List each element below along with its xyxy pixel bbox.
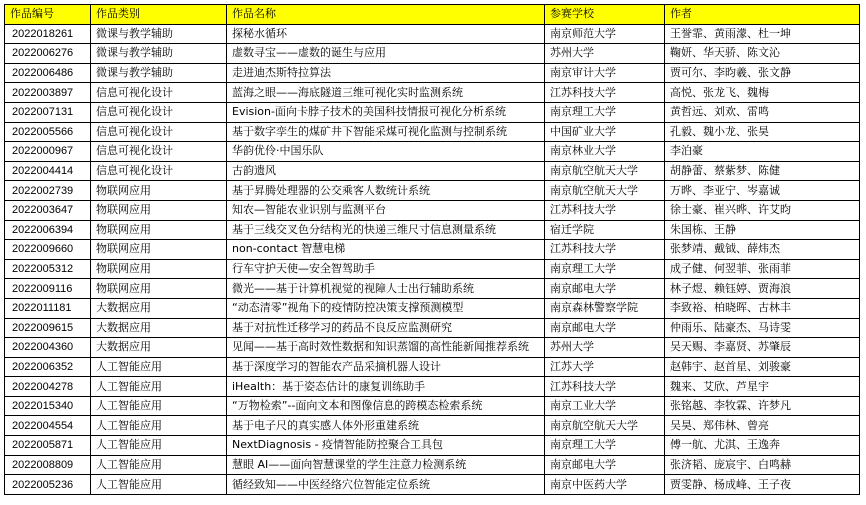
cell-entry-id: 2022009615 bbox=[5, 318, 91, 338]
cell-entry-id: 2022011181 bbox=[5, 298, 91, 318]
cell-school: 苏州大学 bbox=[545, 338, 665, 358]
header-row bbox=[5, 5, 860, 25]
table-row bbox=[5, 220, 860, 240]
cell-entry-id: 2022003897 bbox=[5, 83, 91, 103]
cell-category: 人工智能应用 bbox=[91, 455, 227, 475]
cell-entry-id: 2022006276 bbox=[5, 44, 91, 64]
cell-authors: 鞠妍、华天骄、陈文沁 bbox=[665, 44, 860, 64]
cell-title: 循经致知——中医经络穴位智能定位系统 bbox=[227, 475, 545, 495]
cell-school: 江苏科技大学 bbox=[545, 83, 665, 103]
cell-title: “动态清零”视角下的疫情防控决策支撑预测模型 bbox=[227, 298, 545, 318]
cell-entry-id: 2022006486 bbox=[5, 63, 91, 83]
cell-entry-id: 2022004360 bbox=[5, 338, 91, 358]
header-authors: 作者 bbox=[665, 5, 860, 25]
cell-title: 蓝海之眼——海底隧道三维可视化实时监测系统 bbox=[227, 83, 545, 103]
cell-authors: 张济韬、庞宸宇、白鸣赫 bbox=[665, 455, 860, 475]
table-row bbox=[5, 475, 860, 495]
cell-title: 基于深度学习的智能农产品采摘机器人设计 bbox=[227, 357, 545, 377]
cell-title: 基于昇腾处理器的公交乘客人数统计系统 bbox=[227, 181, 545, 201]
table-row bbox=[5, 279, 860, 299]
cell-authors: 赵韩宇、赵首星、刘骏豪 bbox=[665, 357, 860, 377]
table-row bbox=[5, 161, 860, 181]
table-row bbox=[5, 63, 860, 83]
cell-title: 走进迪杰斯特拉算法 bbox=[227, 63, 545, 83]
cell-school: 南京理工大学 bbox=[545, 259, 665, 279]
cell-entry-id: 2022018261 bbox=[5, 24, 91, 44]
cell-school: 江苏科技大学 bbox=[545, 240, 665, 260]
cell-authors: 魏来、艾欣、芦星宇 bbox=[665, 377, 860, 397]
cell-authors: 吴昊、郑伟林、曾亮 bbox=[665, 416, 860, 436]
award-table bbox=[4, 4, 860, 495]
cell-title: 华韵优伶·中国乐队 bbox=[227, 142, 545, 162]
cell-category: 信息可视化设计 bbox=[91, 142, 227, 162]
cell-category: 人工智能应用 bbox=[91, 475, 227, 495]
cell-school: 南京中医药大学 bbox=[545, 475, 665, 495]
cell-title: Evision-面向卡脖子技术的美国科技情报可视化分析系统 bbox=[227, 102, 545, 122]
table-row bbox=[5, 396, 860, 416]
cell-category: 信息可视化设计 bbox=[91, 122, 227, 142]
cell-school: 南京林业大学 bbox=[545, 142, 665, 162]
cell-category: 人工智能应用 bbox=[91, 416, 227, 436]
header-category: 作品类别 bbox=[91, 5, 227, 25]
cell-authors: 王誉霏、黄雨濛、杜一坤 bbox=[665, 24, 860, 44]
cell-authors: 李致裕、柏晓晖、古林丰 bbox=[665, 298, 860, 318]
cell-authors: 成子健、何翌菲、张雨菲 bbox=[665, 259, 860, 279]
cell-authors: 孔毅、魏小龙、张昊 bbox=[665, 122, 860, 142]
cell-school: 南京航空航天大学 bbox=[545, 161, 665, 181]
cell-entry-id: 2022004278 bbox=[5, 377, 91, 397]
cell-entry-id: 2022005236 bbox=[5, 475, 91, 495]
cell-authors: 林子煜、赖钰婷、贾海浪 bbox=[665, 279, 860, 299]
cell-category: 信息可视化设计 bbox=[91, 102, 227, 122]
cell-entry-id: 2022009116 bbox=[5, 279, 91, 299]
cell-entry-id: 2022003647 bbox=[5, 200, 91, 220]
cell-authors: 高悦、张龙飞、魏梅 bbox=[665, 83, 860, 103]
table-row bbox=[5, 338, 860, 358]
cell-title: NextDiagnosis - 疫情智能防控聚合工具包 bbox=[227, 436, 545, 456]
cell-entry-id: 2022007131 bbox=[5, 102, 91, 122]
cell-school: 南京理工大学 bbox=[545, 436, 665, 456]
table-row bbox=[5, 122, 860, 142]
cell-authors: 张铭越、李牧霖、许梦凡 bbox=[665, 396, 860, 416]
cell-school: 江苏大学 bbox=[545, 357, 665, 377]
table-body bbox=[5, 24, 860, 494]
cell-category: 微课与教学辅助 bbox=[91, 44, 227, 64]
table-row bbox=[5, 24, 860, 44]
cell-title: 古韵遗风 bbox=[227, 161, 545, 181]
cell-school: 南京邮电大学 bbox=[545, 279, 665, 299]
table-row bbox=[5, 377, 860, 397]
cell-title: 基于电子尺的真实感人体外形重建系统 bbox=[227, 416, 545, 436]
cell-entry-id: 2022004554 bbox=[5, 416, 91, 436]
table-row bbox=[5, 318, 860, 338]
table-row bbox=[5, 436, 860, 456]
cell-category: 大数据应用 bbox=[91, 298, 227, 318]
cell-school: 南京邮电大学 bbox=[545, 318, 665, 338]
cell-entry-id: 2022005566 bbox=[5, 122, 91, 142]
cell-title: non-contact 智慧电梯 bbox=[227, 240, 545, 260]
cell-title: 行车守护天使—安全智驾助手 bbox=[227, 259, 545, 279]
header-entry-id: 作品编号 bbox=[5, 5, 91, 25]
cell-category: 物联网应用 bbox=[91, 240, 227, 260]
table-row bbox=[5, 200, 860, 220]
cell-title: 知农—智能农业识别与监测平台 bbox=[227, 200, 545, 220]
table-row bbox=[5, 259, 860, 279]
cell-entry-id: 2022009660 bbox=[5, 240, 91, 260]
cell-school: 江苏科技大学 bbox=[545, 377, 665, 397]
cell-title: 基于三线交叉色分结构光的快递三维尺寸信息测量系统 bbox=[227, 220, 545, 240]
cell-authors: 仲雨乐、陆豪杰、马诗雯 bbox=[665, 318, 860, 338]
table-row bbox=[5, 181, 860, 201]
cell-category: 微课与教学辅助 bbox=[91, 63, 227, 83]
cell-authors: 贾可尔、李昀羲、张文静 bbox=[665, 63, 860, 83]
cell-school: 南京航空航天大学 bbox=[545, 181, 665, 201]
cell-category: 物联网应用 bbox=[91, 279, 227, 299]
cell-category: 人工智能应用 bbox=[91, 377, 227, 397]
cell-title: 基于数字孪生的煤矿井下智能采煤可视化监测与控制系统 bbox=[227, 122, 545, 142]
cell-category: 物联网应用 bbox=[91, 200, 227, 220]
award-list-sheet bbox=[4, 4, 860, 495]
cell-title: 探秘水循环 bbox=[227, 24, 545, 44]
cell-category: 物联网应用 bbox=[91, 220, 227, 240]
cell-title: 虚数寻宝——虚数的诞生与应用 bbox=[227, 44, 545, 64]
cell-title: “万物检索”--面向文本和图像信息的跨模态检索系统 bbox=[227, 396, 545, 416]
cell-authors: 吴天赐、李嘉贤、苏肇辰 bbox=[665, 338, 860, 358]
cell-school: 南京理工大学 bbox=[545, 102, 665, 122]
table-row bbox=[5, 416, 860, 436]
cell-authors: 朱国栋、王静 bbox=[665, 220, 860, 240]
cell-school: 苏州大学 bbox=[545, 44, 665, 64]
cell-authors: 万晔、李亚宁、岑嘉诚 bbox=[665, 181, 860, 201]
cell-title: 慧眼 AI——面向智慧课堂的学生注意力检测系统 bbox=[227, 455, 545, 475]
table-row bbox=[5, 142, 860, 162]
header-title: 作品名称 bbox=[227, 5, 545, 25]
cell-authors: 李泊豪 bbox=[665, 142, 860, 162]
cell-title: iHealth：基于姿态估计的康复训练助手 bbox=[227, 377, 545, 397]
cell-title: 基于对抗性迁移学习的药品不良反应监测研究 bbox=[227, 318, 545, 338]
cell-title: 微光——基于计算机视觉的视障人士出行辅助系统 bbox=[227, 279, 545, 299]
table-row bbox=[5, 357, 860, 377]
cell-entry-id: 2022000967 bbox=[5, 142, 91, 162]
cell-authors: 胡静蕾、蔡紫梦、陈健 bbox=[665, 161, 860, 181]
cell-authors: 傅一航、尤淇、王逸奔 bbox=[665, 436, 860, 456]
table-row bbox=[5, 240, 860, 260]
table-row bbox=[5, 83, 860, 103]
cell-school: 江苏科技大学 bbox=[545, 200, 665, 220]
cell-authors: 贾雯静、杨成峰、王子夜 bbox=[665, 475, 860, 495]
cell-entry-id: 2022015340 bbox=[5, 396, 91, 416]
cell-school: 南京邮电大学 bbox=[545, 455, 665, 475]
cell-school: 南京师范大学 bbox=[545, 24, 665, 44]
cell-school: 南京工业大学 bbox=[545, 396, 665, 416]
cell-entry-id: 2022006394 bbox=[5, 220, 91, 240]
cell-entry-id: 2022005312 bbox=[5, 259, 91, 279]
cell-entry-id: 2022004414 bbox=[5, 161, 91, 181]
cell-school: 南京审计大学 bbox=[545, 63, 665, 83]
table-row bbox=[5, 298, 860, 318]
table-row bbox=[5, 455, 860, 475]
cell-category: 大数据应用 bbox=[91, 338, 227, 358]
cell-category: 信息可视化设计 bbox=[91, 83, 227, 103]
cell-title: 见闻——基于高时效性数据和知识蒸馏的高性能新闻推荐系统 bbox=[227, 338, 545, 358]
cell-entry-id: 2022006352 bbox=[5, 357, 91, 377]
cell-entry-id: 2022005871 bbox=[5, 436, 91, 456]
cell-category: 信息可视化设计 bbox=[91, 161, 227, 181]
cell-category: 人工智能应用 bbox=[91, 357, 227, 377]
cell-authors: 黄哲远、刘欢、雷鸣 bbox=[665, 102, 860, 122]
table-row bbox=[5, 102, 860, 122]
header-school: 参赛学校 bbox=[545, 5, 665, 25]
table-row bbox=[5, 44, 860, 64]
cell-school: 宿迁学院 bbox=[545, 220, 665, 240]
cell-school: 南京森林警察学院 bbox=[545, 298, 665, 318]
cell-category: 人工智能应用 bbox=[91, 436, 227, 456]
cell-category: 微课与教学辅助 bbox=[91, 24, 227, 44]
cell-category: 人工智能应用 bbox=[91, 396, 227, 416]
cell-category: 大数据应用 bbox=[91, 318, 227, 338]
cell-category: 物联网应用 bbox=[91, 259, 227, 279]
cell-authors: 张梦靖、戴钺、薛炜杰 bbox=[665, 240, 860, 260]
cell-school: 中国矿业大学 bbox=[545, 122, 665, 142]
cell-entry-id: 2022002739 bbox=[5, 181, 91, 201]
cell-category: 物联网应用 bbox=[91, 181, 227, 201]
cell-authors: 徐士豪、崔兴晔、许艾昀 bbox=[665, 200, 860, 220]
cell-school: 南京航空航天大学 bbox=[545, 416, 665, 436]
cell-entry-id: 2022008809 bbox=[5, 455, 91, 475]
